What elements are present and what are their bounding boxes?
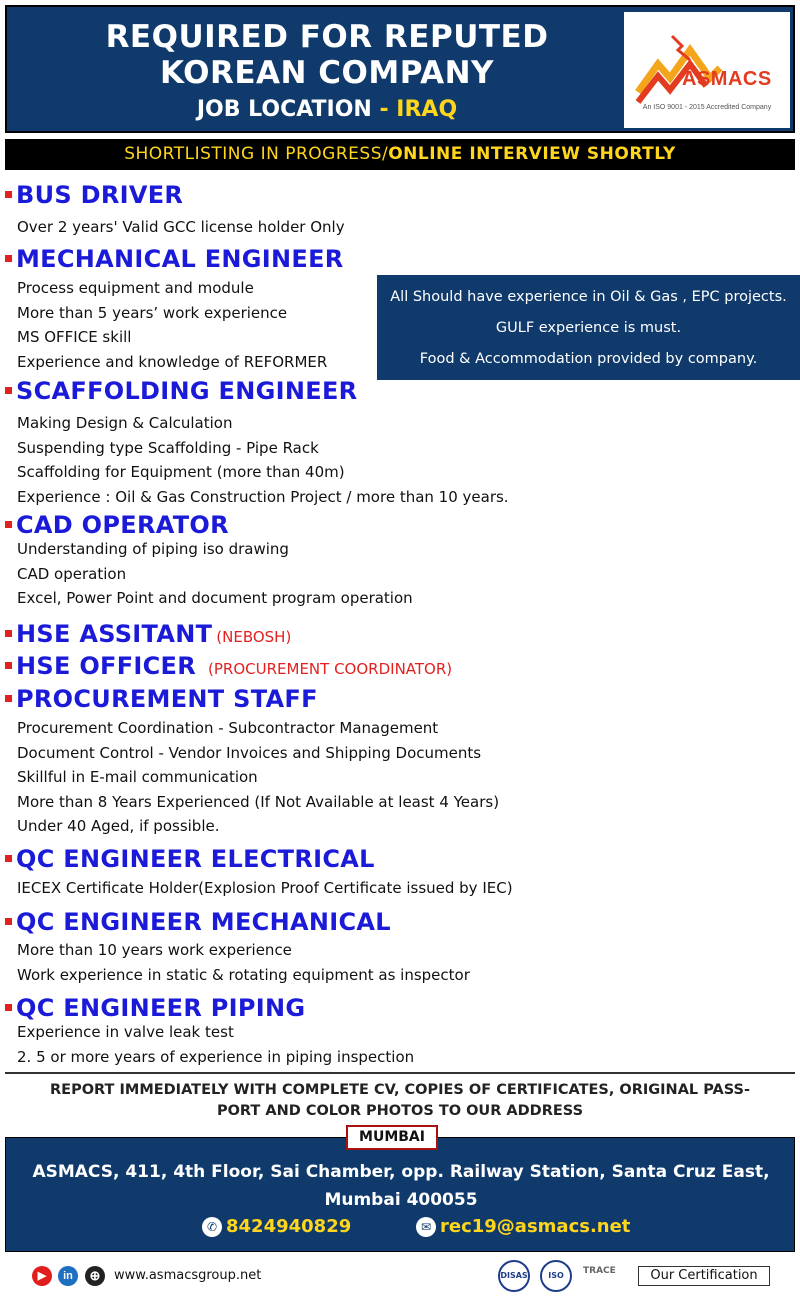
status-banner	[5, 139, 795, 170]
bullet-icon	[5, 255, 12, 262]
list-item: IECEX Certificate Holder(Explosion Proof Certificate issued by IEC)	[17, 879, 513, 897]
list-item: Over 2 years' Valid GCC license holder Only	[17, 218, 345, 236]
report-line-2: PORT AND COLOR PHOTOS TO OUR ADDRESS	[216, 1103, 584, 1119]
job-details-scaffolding-engineer	[17, 411, 509, 509]
divider	[5, 1072, 795, 1074]
job-details-bus-driver	[17, 215, 345, 240]
list-item: Making Design & Calculation	[17, 414, 233, 432]
bullet-icon	[5, 1004, 12, 1011]
email-address[interactable]: rec19@asmacs.net	[440, 1216, 631, 1237]
iso-seal-icon: ISO	[540, 1260, 572, 1292]
list-item: Experience and knowledge of REFORMER	[17, 352, 328, 371]
bullet-icon	[5, 855, 12, 862]
mail-icon: ✉	[416, 1217, 436, 1237]
job-details-cad-operator	[17, 537, 413, 611]
job-title-hse-assistant: HSE ASSITANT (NEBOSH)	[5, 620, 291, 651]
list-item: Understanding of piping iso drawing	[17, 540, 289, 558]
logo-subtitle: An ISO 9001 - 2015 Accredited Company	[642, 104, 772, 111]
banner-shortlisting: SHORTLISTING IN PROGRESS/	[124, 144, 389, 164]
job-details-procurement-staff	[17, 716, 499, 839]
bullet-icon	[5, 630, 12, 637]
job-title-hse-officer: HSE OFFICER (PROCUREMENT COORDINATOR)	[5, 652, 452, 683]
job-title-cad-operator: CAD OPERATOR	[5, 511, 229, 539]
bullet-icon	[5, 191, 12, 198]
address-line-2: Mumbai 400055	[324, 1190, 478, 1210]
bullet-icon	[5, 662, 12, 669]
phone-number[interactable]: 8424940829	[226, 1216, 352, 1237]
list-item: Experience in valve leak test	[17, 1023, 234, 1041]
bullet-icon	[5, 387, 12, 394]
list-item: More than 8 Years Experienced (If Not Available at least 4 Years)	[17, 792, 500, 811]
job-note-procurement: (PROCUREMENT COORDINATOR)	[208, 660, 453, 678]
report-line-1: REPORT IMMEDIATELY WITH COMPLETE CV, COPIES OF CERTIFICATES, ORIGINAL PASS-	[50, 1082, 750, 1098]
banner-interview: ONLINE INTERVIEW SHORTLY	[388, 144, 676, 164]
job-location-label: JOB LOCATION	[196, 97, 372, 122]
list-item: CAD operation	[17, 564, 127, 583]
city-label: MUMBAI	[346, 1125, 438, 1150]
list-item: Experience : Oil & Gas Construction Project / more than 10 years.	[17, 487, 509, 506]
bullet-icon	[5, 521, 12, 528]
bullet-icon	[5, 918, 12, 925]
job-title-mechanical-engineer: MECHANICAL ENGINEER	[5, 245, 344, 273]
list-item: 2. 5 or more years of experience in piping inspection	[17, 1047, 415, 1066]
youtube-icon[interactable]: ▶	[32, 1266, 52, 1286]
job-title-qc-mechanical: QC ENGINEER MECHANICAL	[5, 908, 391, 936]
job-details-mechanical-engineer	[17, 276, 327, 374]
list-item: MS OFFICE skill	[17, 328, 132, 346]
footer	[0, 1258, 800, 1296]
list-item: Skillful in E-mail communication	[17, 768, 258, 786]
list-item: More than 10 years work experience	[17, 941, 292, 959]
our-certification-button[interactable]: Our Certification	[638, 1266, 770, 1286]
linkedin-icon[interactable]: in	[58, 1266, 78, 1286]
address-line-1: ASMACS, 411, 4th Floor, Sai Chamber, opp. Railway Station, Santa Cruz East,	[32, 1162, 770, 1182]
list-item: Procurement Coordination - Subcontractor Management	[17, 719, 439, 737]
disas-seal-icon: DISAS	[498, 1260, 530, 1292]
info-line: GULF experience is must.	[495, 320, 682, 336]
whatsapp-icon: ✆	[202, 1217, 222, 1237]
job-details-qc-electrical	[17, 876, 513, 901]
job-location	[47, 97, 607, 122]
report-instructions	[30, 1080, 770, 1122]
bullet-icon	[5, 695, 12, 702]
requirements-info-box	[377, 275, 800, 380]
company-logo	[624, 12, 790, 128]
address-panel	[5, 1137, 795, 1252]
title-line-2: KOREAN COMPANY	[160, 55, 494, 91]
list-item: Work experience in static & rotating equipment as inspector	[17, 965, 470, 984]
job-location-value: - IRAQ	[379, 97, 458, 122]
info-line: Food & Accommodation provided by company.	[419, 351, 758, 367]
title-line-1: REQUIRED FOR REPUTED	[105, 19, 549, 55]
list-item: Process equipment and module	[17, 279, 254, 297]
globe-icon[interactable]: ⊕	[85, 1266, 105, 1286]
list-item: Scaffolding for Equipment (more than 40m)	[17, 463, 345, 481]
job-details-qc-piping	[17, 1020, 414, 1069]
job-details-qc-mechanical	[17, 938, 470, 987]
email-contact[interactable]	[416, 1216, 630, 1237]
header-panel	[5, 5, 795, 133]
page-title	[47, 19, 607, 91]
list-item: Under 40 Aged, if possible.	[17, 817, 220, 835]
website-link[interactable]: www.asmacsgroup.net	[114, 1268, 262, 1283]
job-title-scaffolding-engineer: SCAFFOLDING ENGINEER	[5, 377, 357, 405]
list-item: Document Control - Vendor Invoices and Shipping Documents	[17, 743, 482, 762]
phone-contact[interactable]	[202, 1216, 351, 1237]
job-title-bus-driver: BUS DRIVER	[5, 181, 183, 209]
job-title-procurement-staff: PROCUREMENT STAFF	[5, 685, 318, 713]
job-title-qc-electrical: QC ENGINEER ELECTRICAL	[5, 845, 375, 873]
job-title-qc-piping: QC ENGINEER PIPING	[5, 994, 305, 1022]
list-item: Suspending type Scaffolding - Pipe Rack	[17, 438, 319, 457]
info-line: All Should have experience in Oil & Gas , EPC projects.	[390, 289, 787, 305]
trace-logo: TRACE	[583, 1266, 616, 1276]
logo-wordmark: ASMACS	[682, 68, 772, 90]
office-address	[16, 1158, 786, 1214]
job-note-nebosh: (NEBOSH)	[216, 628, 292, 646]
list-item: More than 5 years’ work experience	[17, 303, 288, 322]
list-item: Excel, Power Point and document program operation	[17, 589, 413, 607]
